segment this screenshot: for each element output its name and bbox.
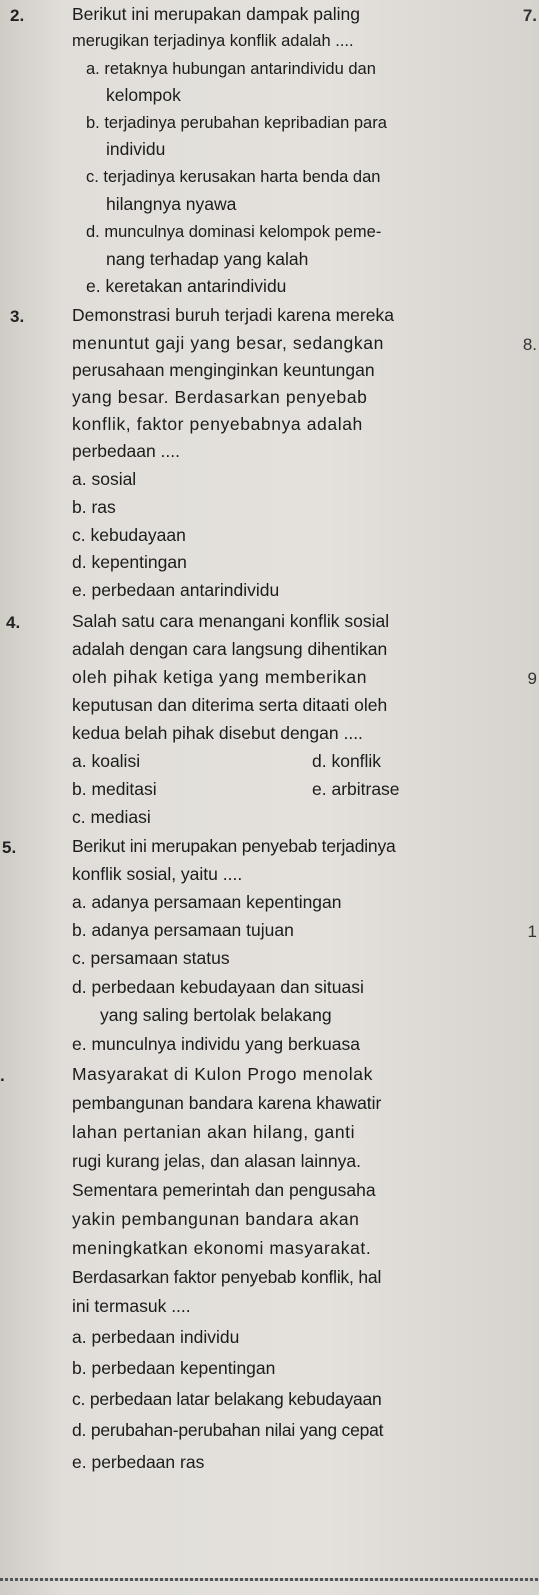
question-stem-line: perbedaan .... — [72, 441, 180, 461]
option-d-cont: nang terhadap yang kalah — [106, 249, 309, 269]
option-b-cont: individu — [106, 139, 166, 159]
option-b[interactable]: b. ras — [72, 497, 116, 517]
question-stem-line: yang besar. Berdasarkan penyebab — [72, 387, 368, 407]
option-a[interactable]: a. perbedaan individu — [72, 1327, 240, 1347]
option-e[interactable]: e. arbitrase — [312, 779, 400, 799]
option-e[interactable]: e. keretakan antarindividu — [86, 276, 287, 296]
option-d[interactable]: d. munculnya dominasi kelompok peme- — [86, 223, 382, 241]
option-b[interactable]: b. terjadinya perubahan kepribadian para — [86, 114, 387, 132]
margin-number: 7. — [522, 6, 537, 25]
option-c[interactable]: c. mediasi — [72, 807, 151, 827]
margin-number: 8. — [522, 335, 537, 354]
question-stem-line: Berikut ini merupakan penyebab terjadinya — [72, 836, 396, 856]
option-d[interactable]: d. perbedaan kebudayaan dan situasi — [72, 977, 364, 997]
option-d[interactable]: d. kepentingan — [72, 552, 187, 572]
option-b[interactable]: b. meditasi — [72, 779, 157, 799]
question-stem-line: yakin pembangunan bandara akan — [72, 1209, 360, 1229]
question-stem-line: Demonstrasi buruh terjadi karena mereka — [72, 305, 394, 325]
option-c-cont: hilangnya nyawa — [106, 194, 237, 214]
option-a[interactable]: a. sosial — [72, 469, 137, 489]
margin-number: 9 — [527, 669, 537, 688]
question-stem-line: konflik, faktor penyebabnya adalah — [72, 414, 363, 434]
option-e[interactable]: e. munculnya individu yang berkuasa — [72, 1034, 360, 1054]
option-e[interactable]: e. perbedaan antarindividu — [72, 580, 280, 600]
question-stem-line: Berikut ini merupakan dampak paling — [72, 4, 360, 24]
option-b[interactable]: b. perbedaan kepentingan — [72, 1358, 276, 1378]
option-d[interactable]: d. konflik — [312, 751, 382, 771]
page-bottom-edge — [0, 1578, 539, 1581]
question-stem-line: lahan pertanian akan hilang, ganti — [72, 1122, 356, 1142]
option-d-cont: yang saling bertolak belakang — [100, 1005, 332, 1025]
option-c[interactable]: c. terjadinya kerusakan harta benda dan — [86, 168, 381, 186]
question-stem-line: kedua belah pihak disebut dengan .... — [72, 723, 363, 743]
option-e[interactable]: e. perbedaan ras — [72, 1452, 205, 1472]
option-b[interactable]: b. adanya persamaan tujuan — [72, 920, 294, 940]
option-c[interactable]: c. kebudayaan — [72, 525, 186, 545]
margin-number: 1 — [527, 922, 537, 941]
question-stem-line: menuntut gaji yang besar, sedangkan — [72, 333, 384, 353]
option-c[interactable]: c. persamaan status — [72, 948, 230, 968]
question-stem-line: Salah satu cara menangani konflik sosial — [72, 611, 390, 631]
question-stem-line: ini termasuk .... — [72, 1296, 191, 1316]
question-stem-line: oleh pihak ketiga yang memberikan — [72, 667, 368, 687]
question-stem-line: keputusan dan diterima serta ditaati oleh — [72, 695, 388, 715]
question-stem-line: Masyarakat di Kulon Progo menolak — [72, 1064, 373, 1084]
question-stem-line: rugi kurang jelas, dan alasan lainnya. — [72, 1151, 361, 1171]
question-number: 4. — [6, 613, 21, 632]
question-stem-line: meningkatkan ekonomi masyarakat. — [72, 1238, 372, 1258]
question-number: 2. — [10, 6, 25, 25]
question-stem-line: konflik sosial, yaitu .... — [72, 864, 243, 884]
question-number: 5. — [2, 838, 17, 857]
question-stem-line: adalah dengan cara langsung dihentikan — [72, 639, 388, 659]
question-number: . — [0, 1066, 5, 1085]
question-stem-line: Berdasarkan faktor penyebab konflik, hal — [72, 1267, 382, 1287]
question-number: 3. — [10, 307, 25, 326]
option-a[interactable]: a. adanya persamaan kepentingan — [72, 892, 342, 912]
option-a[interactable]: a. koalisi — [72, 751, 141, 771]
option-a[interactable]: a. retaknya hubungan antarindividu dan — [86, 60, 376, 78]
question-stem-line: merugikan terjadinya konflik adalah .... — [72, 32, 354, 50]
question-stem-line: pembangunan bandara karena khawatir — [72, 1093, 382, 1113]
option-c[interactable]: c. perbedaan latar belakang kebudayaan — [72, 1389, 382, 1409]
option-a-cont: kelompok — [106, 85, 181, 105]
question-stem-line: perusahaan menginginkan keuntungan — [72, 360, 375, 380]
option-d[interactable]: d. perubahan-perubahan nilai yang cepat — [72, 1420, 384, 1440]
question-stem-line: Sementara pemerintah dan pengusaha — [72, 1180, 376, 1200]
